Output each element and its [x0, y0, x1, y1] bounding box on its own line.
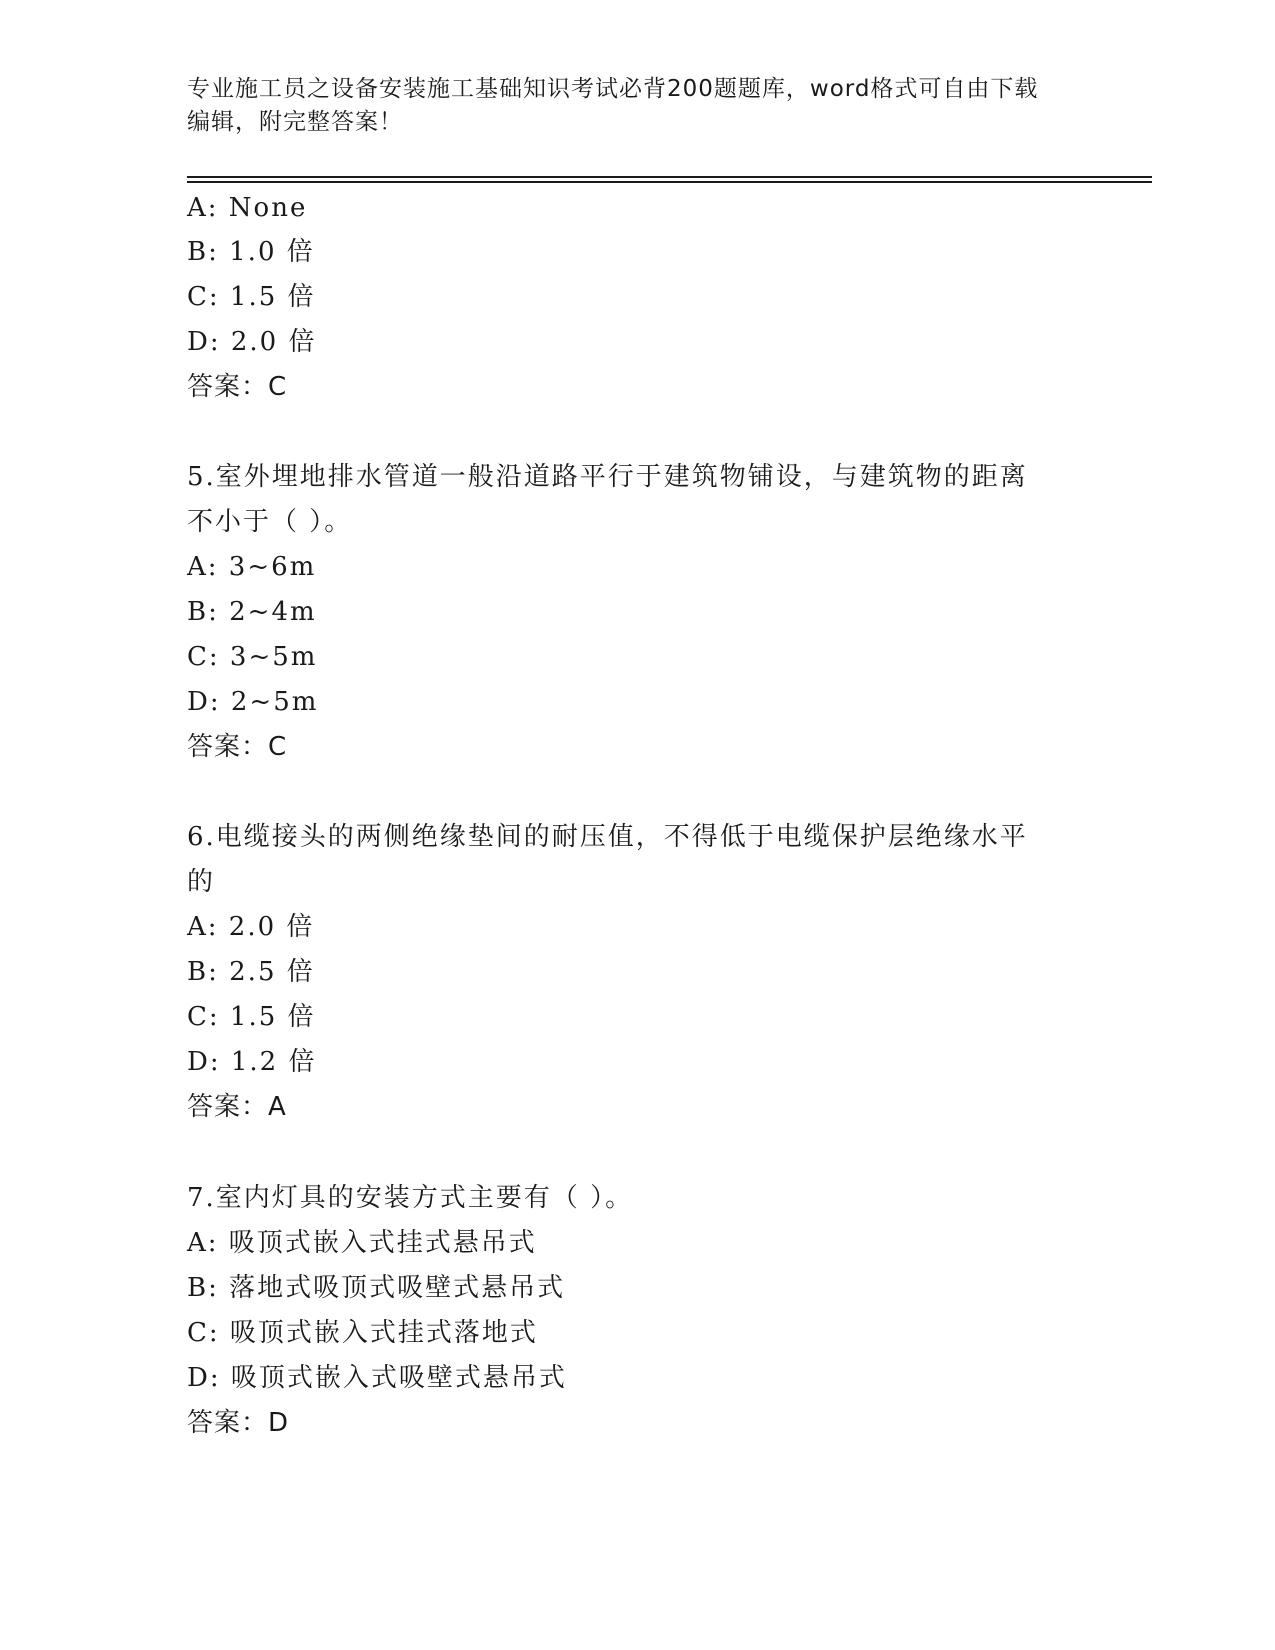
q7-option-c: C: 吸顶式嵌入式挂式落地式: [187, 1318, 538, 1348]
q5-stem-line2: 不小于（ ）。: [187, 507, 353, 537]
q7-option-d: D: 吸顶式嵌入式吸壁式悬吊式: [187, 1363, 567, 1393]
q6-option-b: B: 2.5 倍: [187, 957, 315, 987]
q4-option-a: A: None: [187, 193, 308, 223]
q4-option-b: B: 1.0 倍: [187, 237, 315, 267]
header-title-line2: 编辑，附完整答案！: [187, 109, 403, 135]
header-divider-bottom: [187, 181, 1152, 183]
q4-option-d: D: 2.0 倍: [187, 327, 317, 357]
q5-stem-line1: 5.室外埋地排水管道一般沿道路平行于建筑物铺设，与建筑物的距离: [187, 462, 1028, 492]
q7-option-a: A: 吸顶式嵌入式挂式悬吊式: [187, 1228, 537, 1258]
q6-option-a: A: 2.0 倍: [187, 912, 315, 942]
q7-option-b: B: 落地式吸顶式吸壁式悬吊式: [187, 1273, 566, 1303]
q4-answer: 答案：C: [187, 372, 288, 402]
q7-answer: 答案：D: [187, 1408, 290, 1438]
q5-answer: 答案：C: [187, 732, 288, 762]
header-divider-top: [187, 176, 1152, 178]
q6-answer: 答案：A: [187, 1092, 287, 1122]
q7-stem-line1: 7.室内灯具的安装方式主要有（ ）。: [187, 1183, 634, 1213]
header-title-line1: 专业施工员之设备安装施工基础知识考试必背200题题库，word格式可自由下载: [187, 76, 1039, 102]
q5-option-d: D: 2~5m: [187, 687, 319, 717]
q5-option-a: A: 3~6m: [187, 552, 317, 582]
q5-option-b: B: 2~4m: [187, 597, 317, 627]
q6-stem-line2: 的: [187, 867, 216, 897]
q4-option-c: C: 1.5 倍: [187, 282, 316, 312]
q6-option-c: C: 1.5 倍: [187, 1002, 316, 1032]
q6-stem-line1: 6.电缆接头的两侧绝缘垫间的耐压值，不得低于电缆保护层绝缘水平: [187, 822, 1028, 852]
q5-option-c: C: 3~5m: [187, 642, 318, 672]
q6-option-d: D: 1.2 倍: [187, 1047, 317, 1077]
